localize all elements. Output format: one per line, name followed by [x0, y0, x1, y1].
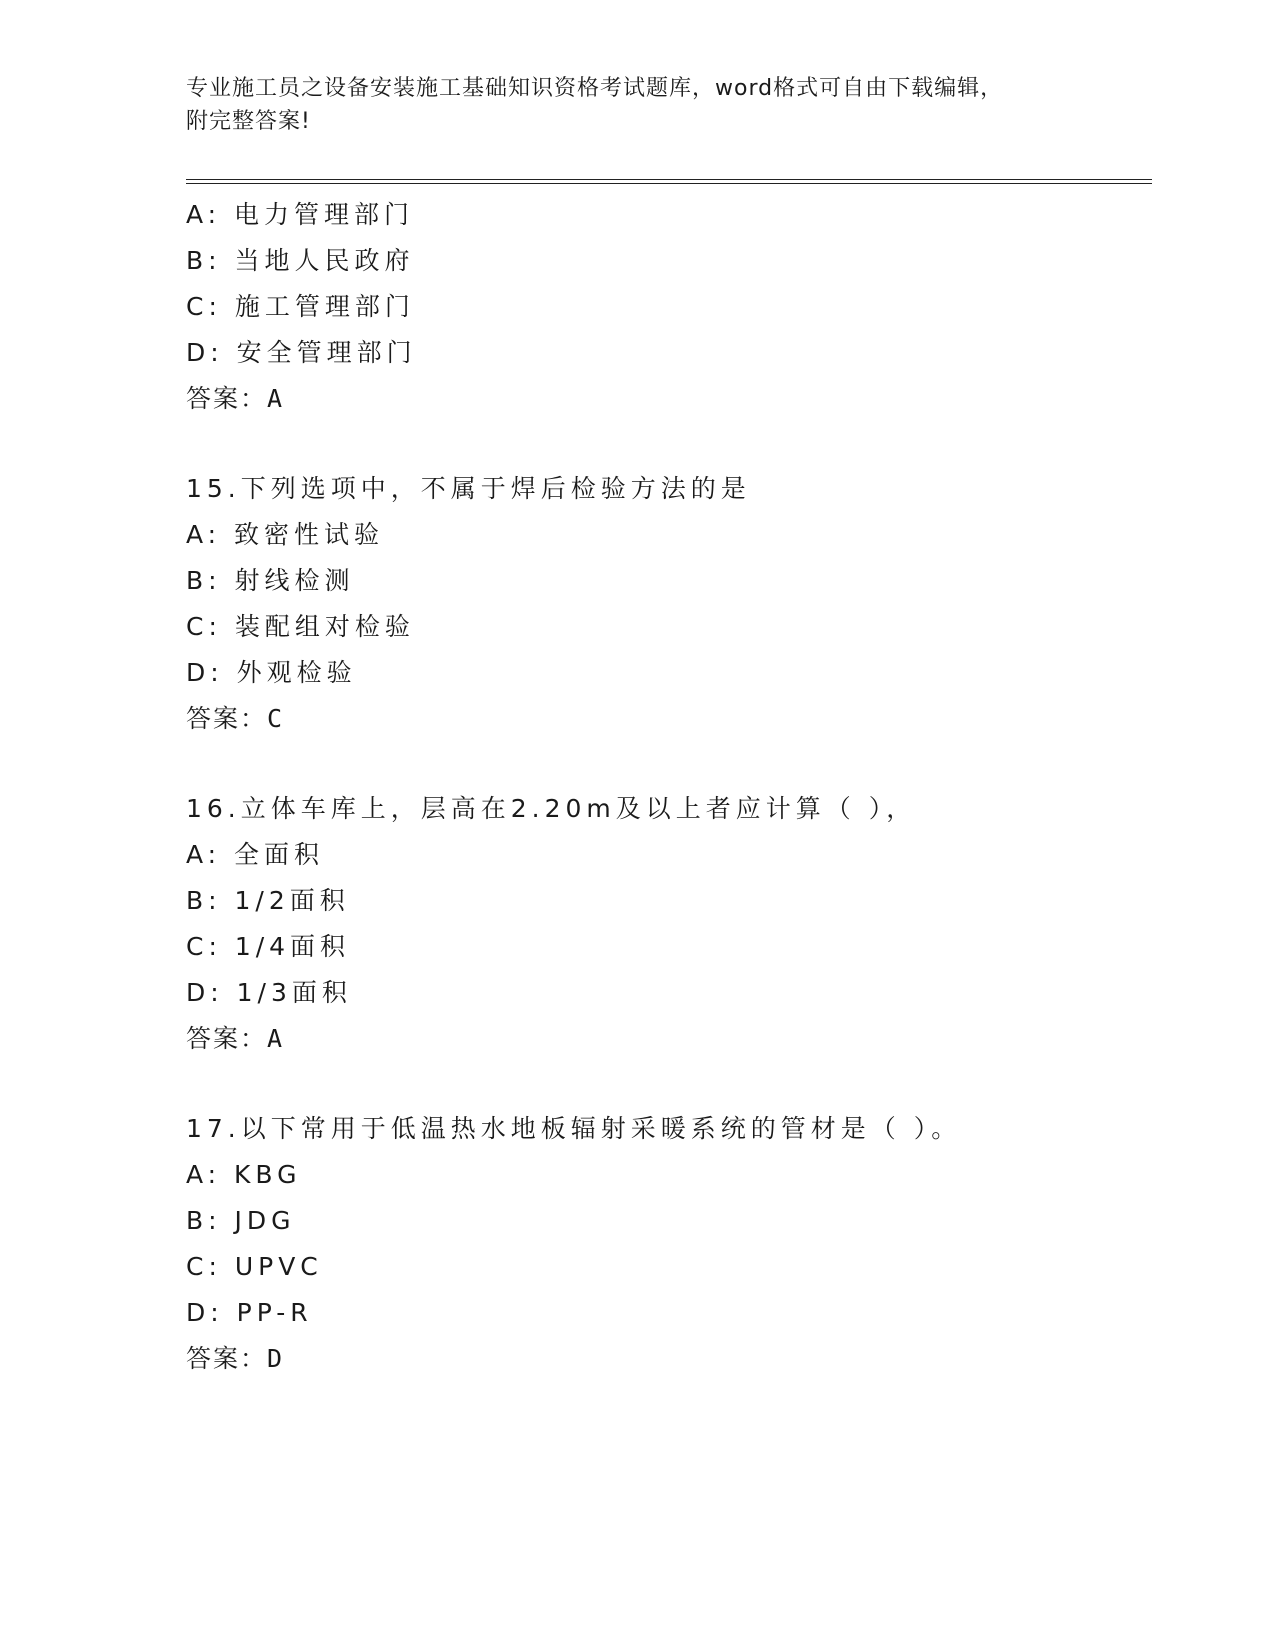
- option-d: D: PP-R: [186, 1298, 313, 1327]
- question-17: [186, 1106, 1152, 1382]
- question-16: [186, 786, 1152, 1062]
- header-divider-bottom: [186, 183, 1152, 184]
- option-c: C: 施工管理部门: [186, 292, 415, 321]
- document-header: [186, 72, 1066, 138]
- option-b: B: 当地人民政府: [186, 246, 415, 275]
- option-c: C: UPVC: [186, 1252, 323, 1281]
- answer-label: 答案：: [186, 1344, 268, 1373]
- option-a: A: 电力管理部门: [186, 200, 415, 229]
- option-a: A: 全面积: [186, 840, 325, 869]
- answer-label: 答案：: [186, 384, 268, 413]
- header-title-line-2: 附完整答案!: [186, 109, 311, 134]
- answer-line: [186, 1336, 1152, 1382]
- question-list: [186, 192, 1152, 1382]
- option-a: A: KBG: [186, 1160, 302, 1189]
- option-c: C: 装配组对检验: [186, 612, 415, 641]
- question-14-continued: [186, 192, 1152, 422]
- answer-value: D: [267, 1344, 285, 1373]
- option-b: B: 射线检测: [186, 566, 355, 595]
- option-d: D: 1/3面积: [186, 978, 352, 1007]
- header-title-line-1: 专业施工员之设备安装施工基础知识资格考试题库，word格式可自由下载编辑，: [186, 76, 1004, 101]
- answer-line: [186, 1016, 1152, 1062]
- question-15: [186, 466, 1152, 742]
- question-stem: 15.下列选项中，不属于焊后检验方法的是: [186, 474, 751, 503]
- answer-line: [186, 696, 1152, 742]
- answer-line: [186, 376, 1152, 422]
- answer-value: C: [267, 704, 285, 733]
- option-c: C: 1/4面积: [186, 932, 351, 961]
- question-stem: 16.立体车库上，层高在2.20m及以上者应计算（ ），: [186, 794, 917, 823]
- header-divider-top: [186, 179, 1152, 180]
- option-d: D: 外观检验: [186, 658, 357, 687]
- option-a: A: 致密性试验: [186, 520, 385, 549]
- option-b: B: 1/2面积: [186, 886, 350, 915]
- answer-label: 答案：: [186, 1024, 268, 1053]
- answer-value: A: [267, 384, 285, 413]
- question-stem: 17.以下常用于低温热水地板辐射采暖系统的管材是（ ）。: [186, 1114, 962, 1143]
- answer-label: 答案：: [186, 704, 268, 733]
- option-b: B: JDG: [186, 1206, 296, 1235]
- option-d: D: 安全管理部门: [186, 338, 417, 367]
- answer-value: A: [267, 1024, 285, 1053]
